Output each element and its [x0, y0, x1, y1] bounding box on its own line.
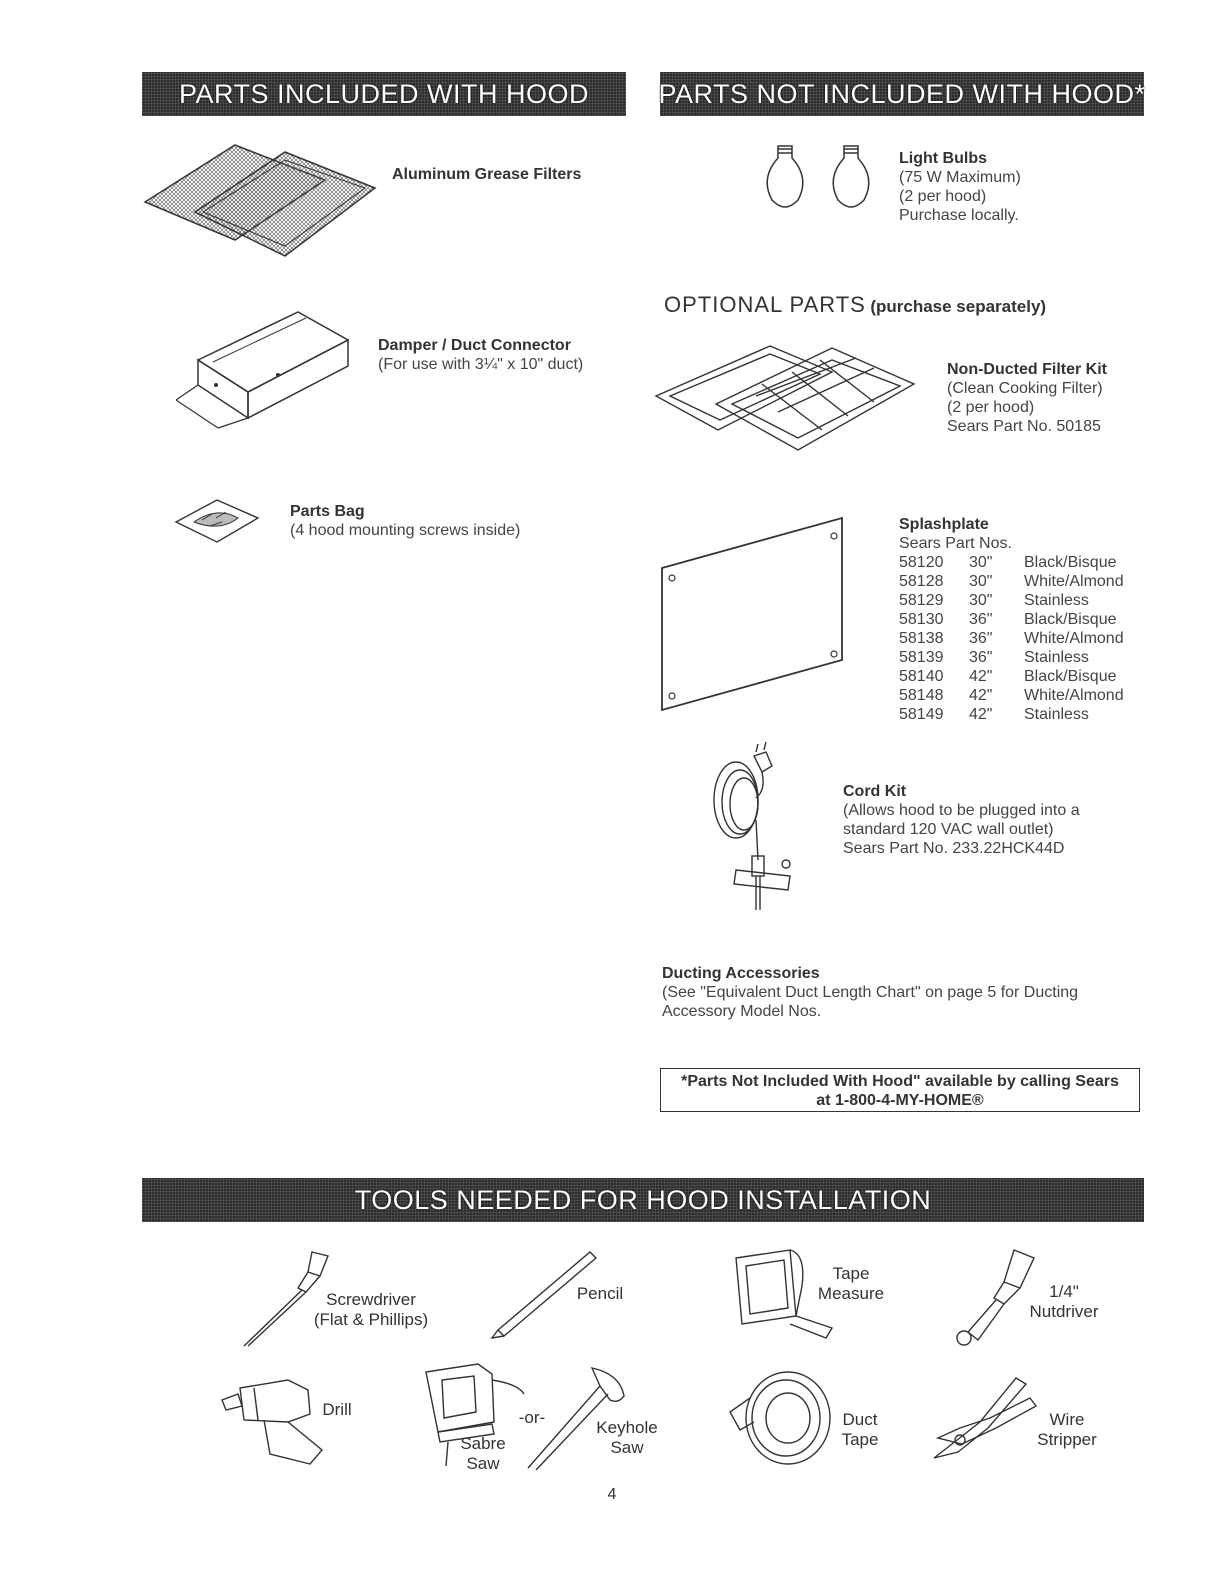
splashplate-row: 58139 36" Stainless	[899, 649, 1089, 666]
optional-parts-subtitle: (purchase separately)	[870, 297, 1047, 316]
duct-tape-icon	[726, 1368, 836, 1468]
ducting-line-1: (See "Equivalent Duct Length Chart" on page 5 for Ducting	[662, 984, 1079, 1001]
light-bulbs-text	[899, 149, 1021, 225]
splashplate-illustration	[658, 514, 846, 714]
ducting-label: Ducting Accessories	[662, 965, 820, 982]
splashplate-row: 58129 30" Stainless	[899, 592, 1089, 609]
wire-stripper-label: Wire Stripper	[1037, 1410, 1097, 1449]
parts-bag-desc: (4 hood mounting screws inside)	[290, 522, 521, 539]
grease-filters-illustration	[140, 140, 380, 260]
cord-kit-illustration	[706, 750, 816, 910]
damper-label: Damper / Duct Connector	[378, 337, 571, 354]
header-tools	[142, 1178, 1144, 1222]
header-tools-text: TOOLS NEEDED FOR HOOD INSTALLATION	[354, 1184, 932, 1215]
light-bulbs-line-3: Purchase locally.	[899, 207, 1019, 224]
splashplate-label: Splashplate	[899, 516, 989, 533]
splashplate-row: 58140 42" Black/Bisque	[899, 668, 1117, 685]
header-parts-included	[142, 72, 626, 116]
filter-kit-line-2: (2 per hood)	[947, 399, 1035, 416]
damper-desc: (For use with 3¼" x 10" duct)	[378, 356, 584, 373]
or-label: -or-	[518, 1408, 546, 1427]
damper-illustration	[168, 300, 358, 430]
availability-note-line-2: at 1-800-4-MY-HOME®	[816, 1092, 984, 1109]
cord-kit-label: Cord Kit	[843, 783, 907, 800]
cord-kit-line-3: Sears Part No. 233.22HCK44D	[843, 840, 1065, 857]
splashplate-text	[899, 515, 1124, 724]
grease-filters-label: Aluminum Grease Filters	[392, 166, 582, 183]
splashplate-row: 58149 42" Stainless	[899, 706, 1089, 723]
tape-measure-label: Tape Measure	[817, 1264, 885, 1303]
filter-kit-illustration	[652, 338, 920, 468]
cord-kit-line-1: (Allows hood to be plugged into a	[843, 802, 1080, 819]
parts-bag-illustration	[172, 496, 262, 546]
splashplate-table	[899, 553, 1124, 724]
filter-kit-text	[947, 360, 1107, 436]
filter-kit-label: Non-Ducted Filter Kit	[947, 361, 1107, 378]
splashplate-row: 58148 42" White/Almond	[899, 687, 1124, 704]
splashplate-intro: Sears Part Nos.	[899, 535, 1012, 552]
light-bulbs-label: Light Bulbs	[899, 150, 987, 167]
drill-icon	[218, 1370, 328, 1470]
light-bulbs-line-2: (2 per hood)	[899, 188, 987, 205]
filter-kit-line-3: Sears Part No. 50185	[947, 418, 1101, 435]
availability-note-line-1: *Parts Not Included With Hood" available by calling Sears	[681, 1073, 1119, 1090]
light-bulbs-line-1: (75 W Maximum)	[899, 169, 1021, 186]
ducting-line-2: Accessory Model Nos.	[662, 1003, 822, 1020]
duct-tape-label: Duct Tape	[841, 1410, 879, 1449]
header-parts-not-included	[660, 72, 1144, 116]
keyhole-saw-label: Keyhole Saw	[596, 1418, 658, 1457]
header-parts-not-included-text: PARTS NOT INCLUDED WITH HOOD*	[658, 78, 1146, 109]
parts-bag-label: Parts Bag	[290, 503, 365, 520]
header-parts-included-text: PARTS INCLUDED WITH HOOD	[178, 78, 590, 109]
screwdriver-label: Screwdriver (Flat & Phillips)	[313, 1290, 429, 1329]
splashplate-row: 58120 30" Black/Bisque	[899, 554, 1117, 571]
splashplate-row: 58128 30" White/Almond	[899, 573, 1124, 590]
pencil-label: Pencil	[576, 1284, 624, 1303]
nutdriver-label: 1/4" Nutdriver	[1029, 1282, 1099, 1321]
splashplate-row: 58130 36" Black/Bisque	[899, 611, 1117, 628]
damper-text	[378, 336, 583, 374]
page-number: 4	[607, 1486, 617, 1503]
light-bulbs-illustration	[758, 144, 888, 214]
splashplate-row: 58138 36" White/Almond	[899, 630, 1124, 647]
cord-kit-text	[843, 782, 1080, 858]
availability-note	[660, 1068, 1140, 1112]
optional-parts-title	[664, 292, 1046, 318]
optional-parts-heading: OPTIONAL PARTS	[664, 292, 866, 317]
parts-bag-text	[290, 502, 520, 540]
drill-label: Drill	[322, 1400, 352, 1419]
filter-kit-line-1: (Clean Cooking Filter)	[947, 380, 1103, 397]
sabre-saw-label: Sabre Saw	[460, 1434, 506, 1473]
ducting-text	[662, 964, 1078, 1021]
cord-kit-line-2: standard 120 VAC wall outlet)	[843, 821, 1054, 838]
